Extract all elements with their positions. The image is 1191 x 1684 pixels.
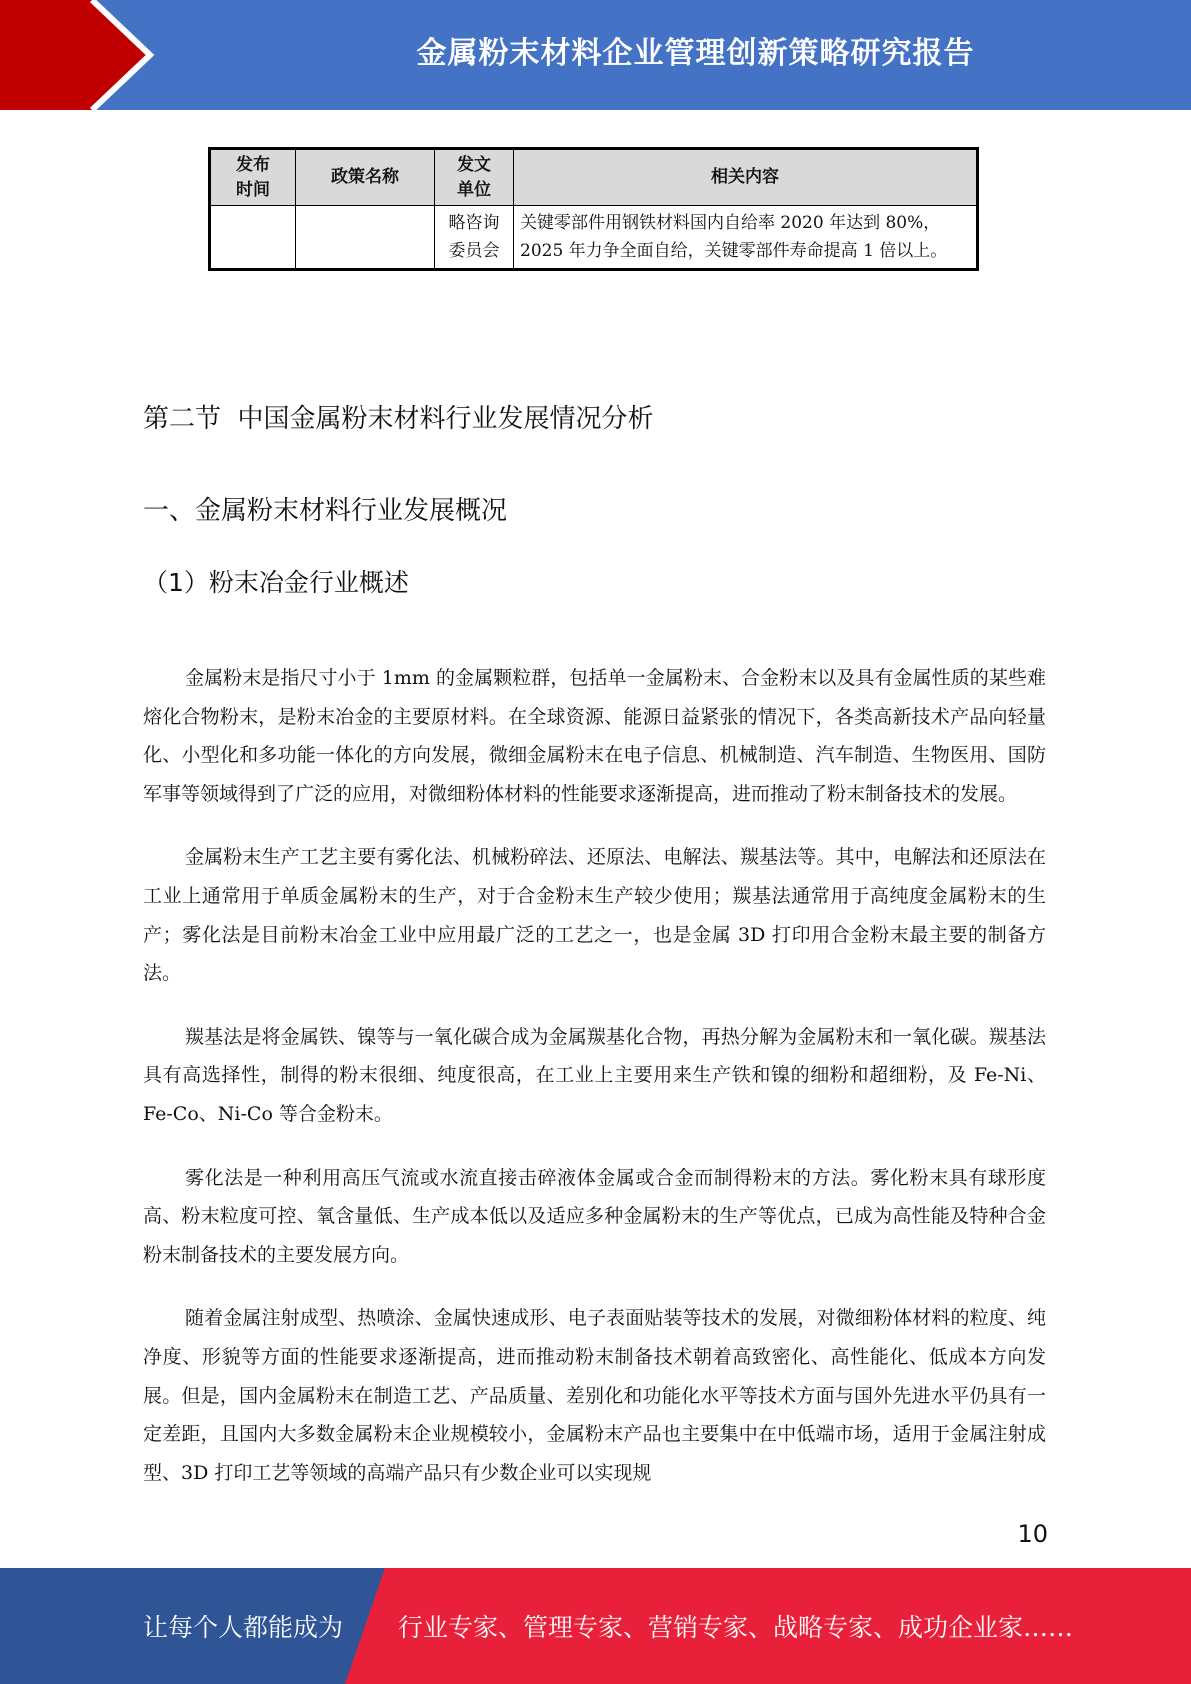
paragraph: 随着金属注射成型、热喷涂、金属快速成形、电子表面贴装等技术的发展，对微细粉体材料的粒度、纯净度、形貌等方面的性能要求逐渐提高，进而推动粉末制备技术朝着高致密化、高性能化、低成本方向发展。但是，国内金属粉末在制造工艺、产品质量、差别化和功能化水平等技术方面与国外先进水平仍具有一定差距，且国内大多数金属粉末企业规模较小，金属粉末产品也主要集中在中低端市场，适用于金属注射成型、3D 打印工艺等领域的高端产品只有少数企业可以实现规 <box>143 1307 1046 1484</box>
table-row <box>210 206 978 270</box>
column-header-date: 发布 时间 <box>210 149 296 206</box>
footer-band <box>0 1568 1191 1684</box>
paragraph: 金属粉末是指尺寸小于 1mm 的金属颗粒群，包括单一金属粉末、合金粉末以及具有金属性质的某些难熔化合物粉末，是粉末冶金的主要原材料。在全球资源、能源日益紧张的情况下，各类高新技术产品向轻量化、小型化和多功能一体化的方向发展，微细金属粉末在电子信息、机械制造、汽车制造、生物医用、国防军事等领域得到了广泛的应用，对微细粉体材料的性能要求逐渐提高，进而推动了粉末制备技术的发展。 <box>143 667 1046 805</box>
paragraph: 雾化法是一种利用高压气流或水流直接击碎液体金属或合金而制得粉末的方法。雾化粉末具有球形度高、粉末粒度可控、氧含量低、生产成本低以及适应多种金属粉末的生产等优点，已成为高性能及特种合金粉末制备技术的主要发展方向。 <box>143 1166 1046 1266</box>
section-heading: 第二节 中国金属粉末材料行业发展情况分析 <box>143 404 654 434</box>
column-header-content: 相关内容 <box>514 149 978 206</box>
subsection-heading: 一、金属粉末材料行业发展概况 <box>143 496 508 526</box>
body-text <box>143 659 1046 1517</box>
subsubsection-heading: （1）粉末冶金行业概述 <box>143 568 409 597</box>
footer-slogan-left: 让每个人都能成为 <box>143 1613 344 1642</box>
red-chevron-decoration <box>0 0 160 110</box>
cell-content: 关键零部件用钢铁材料国内自给率 2020 年达到 80%，2025 年力争全面自给，关键零部件寿命提高 1 倍以上。 <box>514 206 978 270</box>
header-band <box>0 0 1191 110</box>
column-header-policy-name: 政策名称 <box>296 149 435 206</box>
policy-table <box>208 147 979 271</box>
report-title: 金属粉末材料企业管理创新策略研究报告 <box>416 36 975 71</box>
paragraph: 羰基法是将金属铁、镍等与一氧化碳合成为金属羰基化合物，再热分解为金属粉末和一氧化碳。羰基法具有高选择性，制得的粉末很细、纯度很高，在工业上主要用来生产铁和镍的细粉和超细粉，及 Fe-Ni、Fe-Co、Ni-Co 等合金粉末。 <box>143 1025 1046 1125</box>
column-header-issuer: 发文 单位 <box>435 149 514 206</box>
table-header-row <box>210 149 978 206</box>
page-number: 10 <box>1017 1520 1048 1548</box>
paragraph: 金属粉末生产工艺主要有雾化法、机械粉碎法、还原法、电解法、羰基法等。其中，电解法和还原法在工业上通常用于单质金属粉末的生产，对于合金粉末生产较少使用；羰基法通常用于高纯度金属粉末的生产；雾化法是目前粉末冶金工业中应用最广泛的工艺之一，也是金属 3D 打印用合金粉末最主要的制备方法。 <box>143 846 1046 985</box>
cell-policy-name <box>296 206 435 270</box>
footer-slogan-right: 行业专家、管理专家、营销专家、战略专家、成功企业家…… <box>398 1613 1074 1642</box>
cell-date <box>210 206 296 270</box>
cell-issuer: 略咨询 委员会 <box>435 206 514 270</box>
